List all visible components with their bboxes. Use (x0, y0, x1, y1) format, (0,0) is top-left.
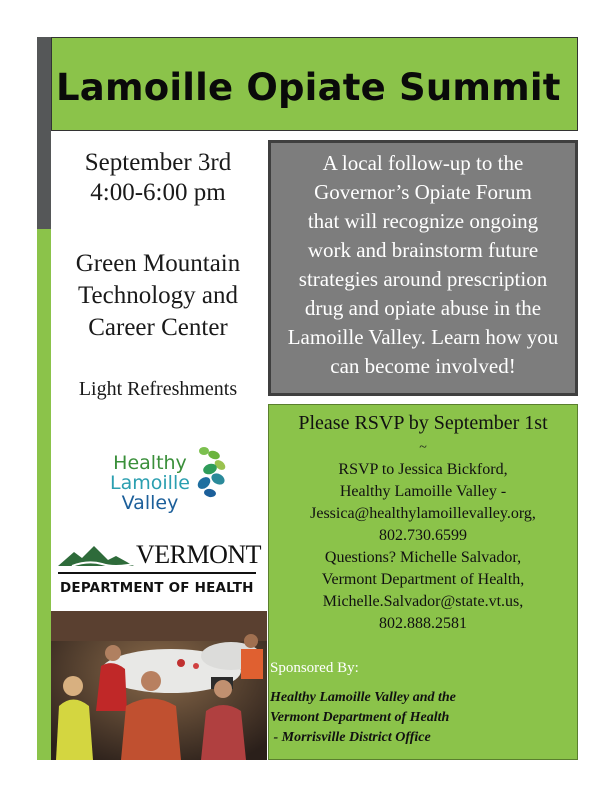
event-details (51, 140, 265, 401)
event-venue (51, 248, 265, 344)
description-line: Lamoille Valley. Learn how you (287, 325, 559, 349)
contact-line: Questions? Michelle Salvador, (324, 549, 522, 566)
logo-divider (58, 572, 256, 574)
sidebar-green-bar (37, 229, 51, 760)
contact-line: 802.730.6599 (379, 527, 467, 544)
description-line: A local follow-up to the (322, 151, 524, 175)
description-line: work and brainstorm future (307, 238, 539, 262)
rsvp-contact (269, 459, 577, 635)
description-line: Governor’s Opiate Forum (314, 180, 532, 204)
refreshments-note: Light Refreshments (78, 378, 238, 400)
sponsor-line: - Morrisville District Office (270, 730, 431, 745)
sponsor-line: Healthy Lamoille Valley and the (270, 690, 456, 705)
hlv-line: Healthy (113, 452, 187, 474)
hlv-line: Lamoille (110, 472, 190, 494)
description-box (268, 140, 578, 396)
hlv-line: Valley (121, 492, 179, 514)
description-line: can become involved! (330, 354, 516, 378)
contact-line: Healthy Lamoille Valley - (339, 483, 507, 500)
contact-line: 802.888.2581 (379, 615, 467, 632)
leaves-icon (192, 445, 228, 503)
sponsor-text (270, 688, 456, 748)
rsvp-title: Please RSVP by September 1st (298, 412, 548, 434)
description-line: that will recognize ongoing (307, 209, 539, 233)
vermont-health-logo (58, 540, 262, 605)
event-date: September 3rd (84, 149, 232, 176)
contact-line: RSVP to Jessica Bickford, (338, 461, 508, 478)
department-name: DEPARTMENT OF HEALTH (60, 580, 254, 596)
rsvp-separator: ~ (419, 440, 427, 455)
mountains-icon (58, 542, 134, 570)
contact-email-link[interactable]: Michelle.Salvador@state.vt.us, (322, 593, 524, 610)
description-line: drug and opiate abuse in the (304, 296, 542, 320)
healthy-lamoille-valley-logo (100, 445, 230, 520)
event-time: 4:00-6:00 pm (90, 179, 226, 206)
contact-line: Vermont Department of Health, (321, 571, 525, 588)
contact-email-link[interactable]: Jessica@healthylamoillevalley.org, (310, 505, 536, 522)
title-band (51, 37, 578, 131)
meeting-photo (51, 611, 267, 760)
hlv-logo-text (100, 453, 200, 513)
venue-line: Green Mountain (75, 250, 241, 277)
venue-line: Career Center (88, 314, 228, 341)
page-title: Lamoille Opiate Summit (56, 66, 561, 109)
event-date-time (51, 148, 265, 208)
sidebar-gray-bar (37, 37, 51, 229)
vermont-word: VERMONT (136, 540, 262, 569)
description-line: strategies around prescription (298, 267, 548, 291)
sponsor-line: Vermont Department of Health (270, 710, 450, 725)
venue-line: Technology and (77, 282, 238, 309)
sponsor-label: Sponsored By: (270, 660, 359, 676)
